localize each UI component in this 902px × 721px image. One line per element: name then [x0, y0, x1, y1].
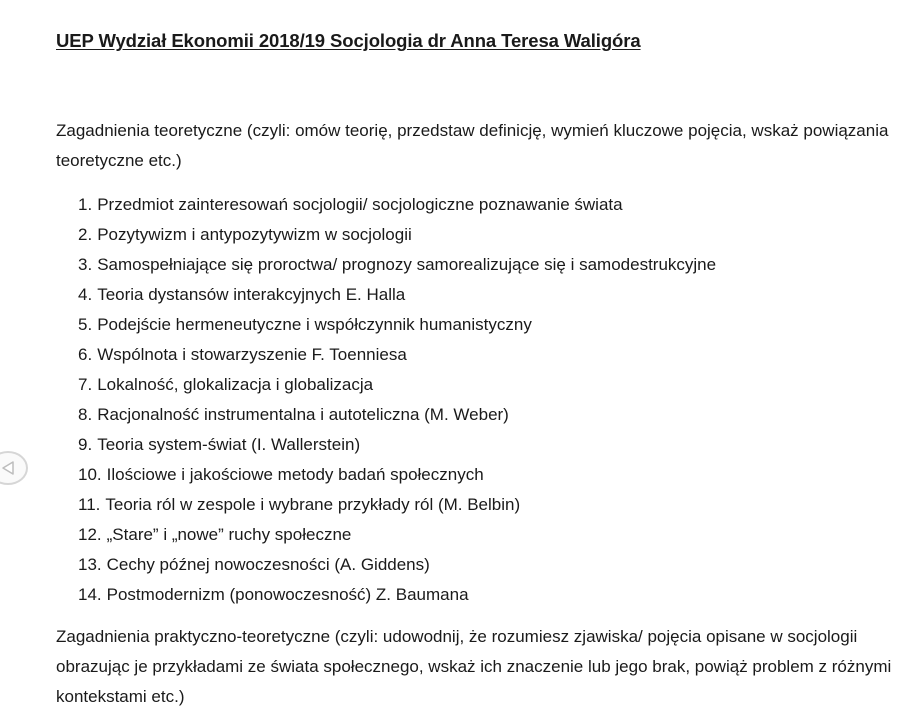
list-item-text: „Stare” i „nowe” ruchy społeczne	[106, 525, 352, 544]
list-item-text: Teoria ról w zespole i wybrane przykłady ról (M. Belbin)	[105, 495, 521, 514]
list-item-text: Cechy późnej nowoczesności (A. Giddens)	[106, 555, 430, 574]
topics-list	[78, 190, 716, 610]
list-item-text: Podejście hermeneutyczne i współczynnik humanistyczny	[97, 315, 532, 334]
document-title: UEP Wydział Ekonomii 2018/19 Socjologia dr Anna Teresa Waligóra	[56, 30, 641, 51]
list-item	[78, 520, 716, 550]
list-item-number: 14.	[78, 585, 102, 604]
list-item-text: Lokalność, glokalizacja i globalizacja	[97, 375, 374, 394]
list-item-number: 3.	[78, 255, 93, 274]
list-item	[78, 400, 716, 430]
list-item-number: 9.	[78, 435, 93, 454]
list-item-number: 7.	[78, 375, 93, 394]
list-item-text: Ilościowe i jakościowe metody badań społecznych	[106, 465, 484, 484]
list-item-number: 1.	[78, 195, 93, 214]
list-item-text: Pozytywizm i antypozytywizm w socjologii	[97, 225, 412, 244]
list-item	[78, 340, 716, 370]
list-item	[78, 490, 716, 520]
list-item	[78, 250, 716, 280]
list-item	[78, 280, 716, 310]
chevron-left-icon	[2, 461, 14, 475]
previous-page-button[interactable]	[0, 451, 28, 485]
list-item	[78, 550, 716, 580]
list-item-number: 5.	[78, 315, 93, 334]
theoretical-intro-paragraph: Zagadnienia teoretyczne (czyli: omów teorię, przedstaw definicję, wymień kluczowe pojęcia, wskaż powiązania teoretyczne etc.)	[56, 121, 889, 170]
list-item-number: 10.	[78, 465, 102, 484]
list-item	[78, 370, 716, 400]
list-item-text: Teoria dystansów interakcyjnych E. Halla	[97, 285, 406, 304]
practical-intro-paragraph: Zagadnienia praktyczno-teoretyczne (czyli: udowodnij, że rozumiesz zjawiska/ pojęcia opisane w socjologii obrazując je przykładami ze świata społecznego, wskaż ich znaczenie lub jego brak, powiąż problem z różnymi kontekstami etc.)	[56, 627, 892, 706]
list-item	[78, 220, 716, 250]
list-item-text: Samospełniające się proroctwa/ prognozy samorealizujące się i samodestrukcyjne	[97, 255, 717, 274]
list-item-text: Racjonalność instrumentalna i autoteliczna (M. Weber)	[97, 405, 509, 424]
list-item-number: 4.	[78, 285, 93, 304]
list-item	[78, 190, 716, 220]
list-item	[78, 310, 716, 340]
list-item	[78, 460, 716, 490]
list-item-text: Teoria system-świat (I. Wallerstein)	[97, 435, 361, 454]
list-item-number: 13.	[78, 555, 102, 574]
list-item-number: 6.	[78, 345, 93, 364]
list-item-number: 8.	[78, 405, 93, 424]
list-item-number: 12.	[78, 525, 102, 544]
list-item-text: Wspólnota i stowarzyszenie F. Toenniesa	[97, 345, 407, 364]
list-item	[78, 580, 716, 610]
list-item-text: Postmodernizm (ponowoczesność) Z. Baumana	[106, 585, 469, 604]
list-item	[78, 430, 716, 460]
list-item-number: 11.	[78, 495, 101, 514]
list-item-text: Przedmiot zainteresowań socjologii/ socjologiczne poznawanie świata	[97, 195, 623, 214]
list-item-number: 2.	[78, 225, 93, 244]
